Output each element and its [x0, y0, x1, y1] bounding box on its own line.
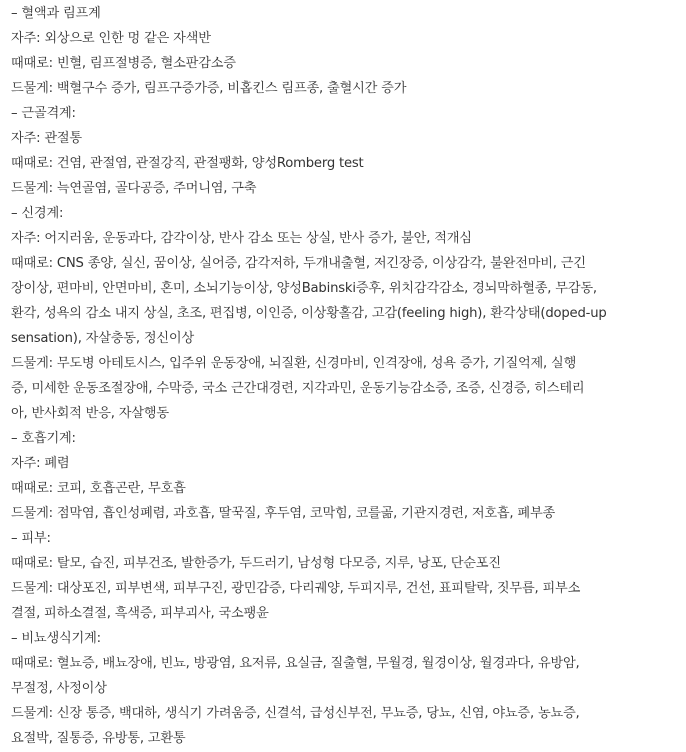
- section-nervous-system: [11, 201, 679, 426]
- text-line: 드물게: 대상포진, 피부변색, 피부구진, 광민감증, 다리궤양, 두피지루, 건선, 표피탈락, 짓무름, 피부소: [11, 581, 581, 596]
- section-heading: – 호흡기계:: [11, 431, 76, 446]
- text-line: 장이상, 편마비, 안면마비, 혼미, 소뇌기능이상, 양성Babinski증후, 위치감각감소, 경뇌막하혈종, 무감동,: [11, 281, 597, 296]
- text-line: 결절, 피하소결절, 흑색증, 피부괴사, 국소팽윤: [11, 606, 269, 621]
- text-line: 때때로: 코피, 호흡곤란, 무호흡: [11, 481, 186, 496]
- text-line: 드물게: 백혈구수 증가, 림프구증가증, 비홉킨스 림프종, 출혈시간 증가: [11, 81, 407, 96]
- section-blood-lymph: [11, 1, 679, 101]
- section-skin: [11, 526, 679, 626]
- section-heading: – 신경계:: [11, 206, 64, 221]
- text-line: 때때로: 건염, 관절염, 관절강직, 관절팽화, 양성Romberg test: [11, 156, 364, 171]
- section-heading: – 근골격계:: [11, 106, 76, 121]
- text-line: sensation), 자살충동, 정신이상: [11, 331, 194, 346]
- text-line: 드물게: 늑연골염, 골다공증, 주머니염, 구축: [11, 181, 257, 196]
- text-line: 무절정, 사정이상: [11, 681, 107, 696]
- text-line: 때때로: CNS 종양, 실신, 꿈이상, 실어증, 감각저하, 두개내출혈, 저긴장증, 이상감각, 불완전마비, 근긴: [11, 256, 586, 271]
- text-line: 자주: 어지러움, 운동과다, 감각이상, 반사 감소 또는 상실, 반사 증가, 불안, 적개심: [11, 231, 472, 246]
- text-line: 드물게: 신장 통증, 백대하, 생식기 가려움증, 신결석, 급성신부전, 무뇨증, 당뇨, 신염, 야뇨증, 농뇨증,: [11, 706, 580, 721]
- text-line: 아, 반사회적 반응, 자살행동: [11, 406, 169, 421]
- section-heading: – 혈액과 림프계: [11, 6, 101, 21]
- section-urogenital: [11, 626, 679, 751]
- text-line: 자주: 폐렴: [11, 456, 70, 471]
- text-line: 드물게: 무도병 아테토시스, 입주위 운동장애, 뇌질환, 신경마비, 인격장애, 성욕 증가, 기질억제, 실행: [11, 356, 577, 371]
- text-line: 증, 미세한 운동조절장애, 수막증, 국소 근간대경련, 지각과민, 운동기능감소증, 조증, 신경증, 히스테리: [11, 381, 585, 396]
- section-heading: – 비뇨생식기계:: [11, 631, 101, 646]
- section-respiratory: [11, 426, 679, 526]
- section-heading: – 피부:: [11, 531, 51, 546]
- text-line: 때때로: 탈모, 습진, 피부건조, 발한증가, 두드러기, 남성형 다모증, 지루, 낭포, 단순포진: [11, 556, 501, 571]
- section-musculoskeletal: [11, 101, 679, 201]
- text-line: 환각, 성욕의 감소 내지 상실, 초조, 편집병, 이인증, 이상황홀감, 고감(feeling high), 환각상태(doped-up: [11, 306, 607, 321]
- text-line: 요절박, 질통증, 유방통, 고환통: [11, 731, 186, 746]
- text-line: 때때로: 빈혈, 림프절병증, 혈소판감소증: [11, 56, 236, 71]
- text-line: 드물게: 점막염, 흡인성폐렴, 과호흡, 딸꾹질, 후두염, 코막힘, 코를곪, 기관지경련, 저호흡, 폐부종: [11, 506, 556, 521]
- text-line: 때때로: 혈뇨증, 배뇨장애, 빈뇨, 방광염, 요저류, 요실금, 질출혈, 무월경, 월경이상, 월경과다, 유방암,: [11, 656, 580, 671]
- text-line: 자주: 관절통: [11, 131, 82, 146]
- text-line: 자주: 외상으로 인한 멍 같은 자색반: [11, 31, 211, 46]
